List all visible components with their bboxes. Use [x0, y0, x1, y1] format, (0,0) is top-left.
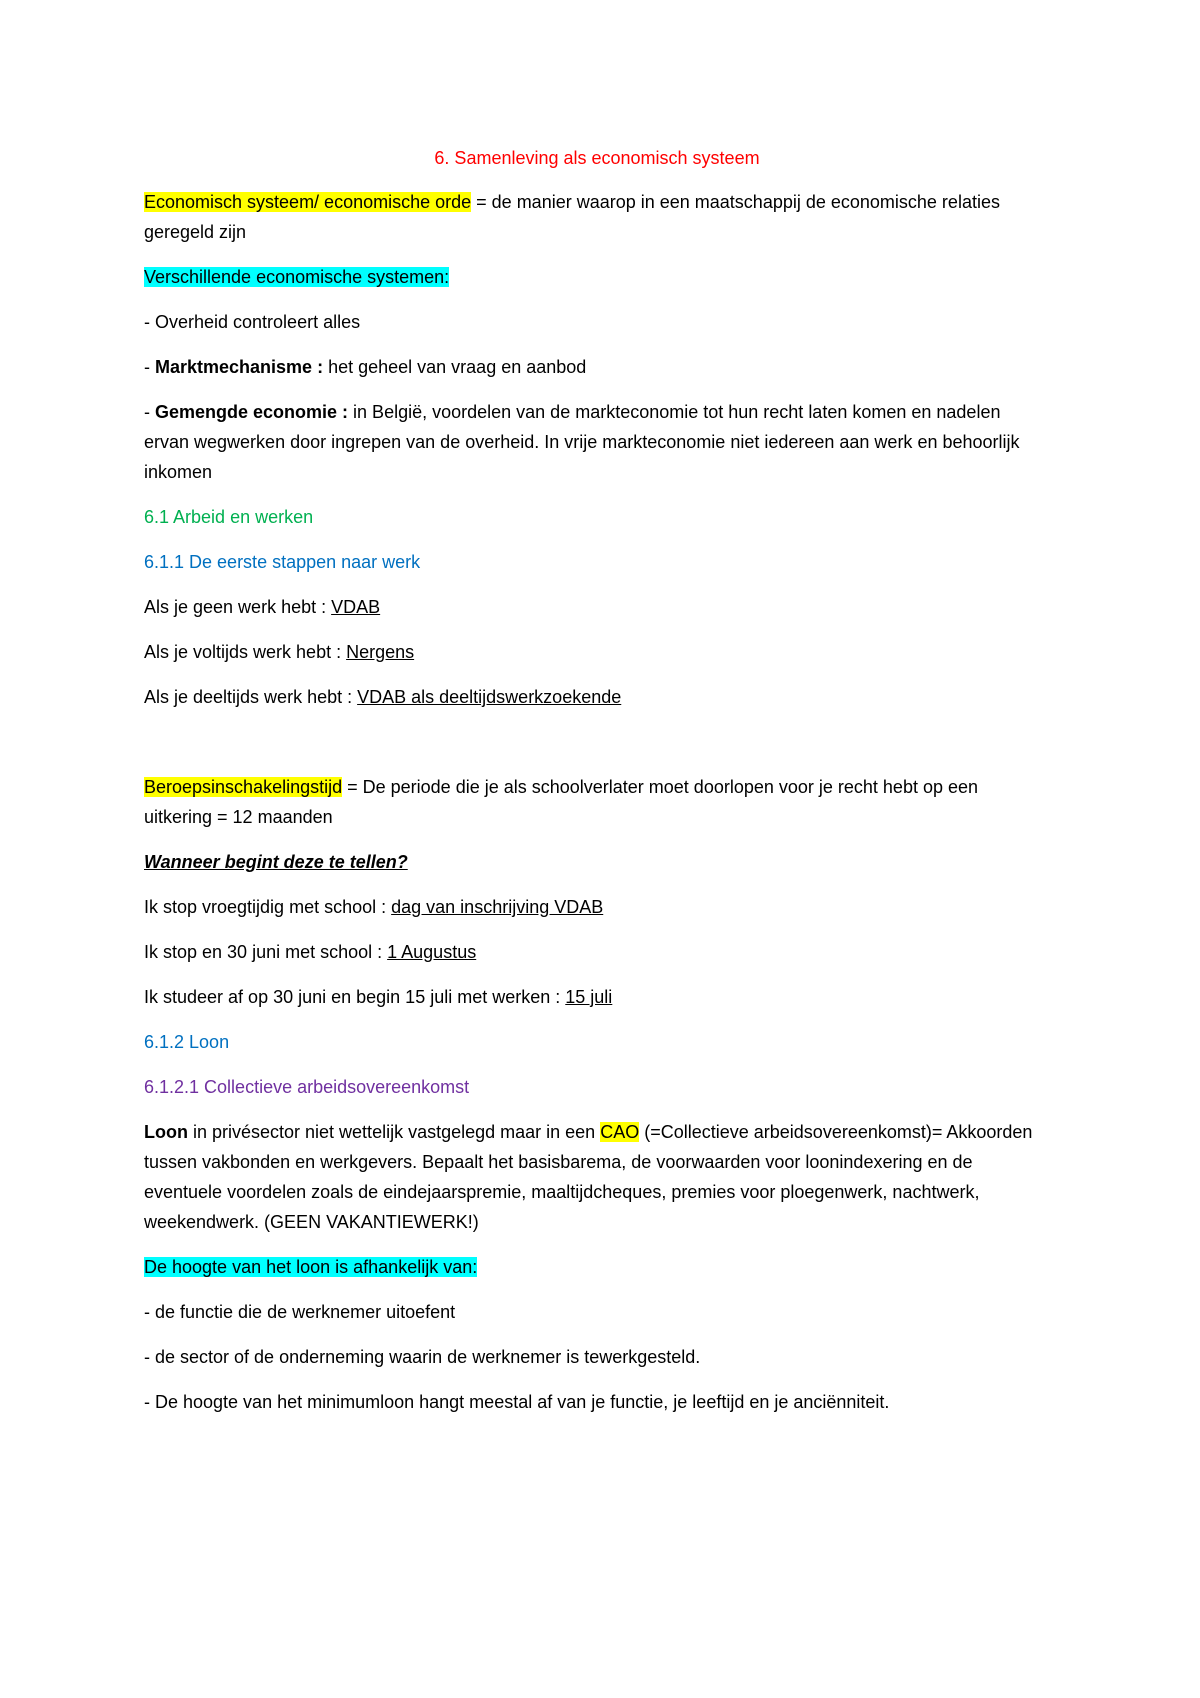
systems-heading	[144, 262, 1050, 292]
bold-term: Gemengde economie :	[155, 402, 349, 422]
when-line	[144, 982, 1050, 1012]
definition-beroepsinschakelingstijd	[144, 772, 1050, 832]
section-heading-6-1-1: 6.1.1 De eerste stappen naar werk	[144, 552, 421, 572]
list-item: - de functie die de werknemer uitoefent	[144, 1302, 456, 1322]
paragraph-text: (=Collectieve arbeidsovereenkomst)= Akkoorden tussen vakbonden en werkgevers. Bepaalt het basisbarema, de voorwaarden voor loonindexering en de eventuele voordelen zoals de eindejaarspremie, maaltijdcheques, premies voor ploegenwerk, nachtwerk, weekendwerk. (GEEN VAKANTIEWERK!)	[144, 1122, 1033, 1232]
highlighted-term: Economisch systeem/ economische orde	[144, 192, 472, 212]
when-line	[144, 892, 1050, 922]
when-line	[144, 937, 1050, 967]
highlighted-term: CAO	[600, 1122, 640, 1142]
work-label: Als je deeltijds werk hebt :	[144, 687, 358, 707]
work-line	[144, 592, 1050, 622]
spacer	[144, 727, 1050, 772]
list-prefix: -	[144, 357, 155, 377]
list-text: het geheel van vraag en aanbod	[323, 357, 587, 377]
list-item: - de sector of de onderneming waarin de werknemer is tewerkgesteld.	[144, 1347, 701, 1367]
definition-text: = De periode die je als schoolverlater moet doorlopen voor je recht hebt op een uitkering = 12 maanden	[144, 777, 979, 827]
section-heading-6-1-2-1: 6.1.2.1 Collectieve arbeidsovereenkomst	[144, 1077, 470, 1097]
definition-economic-system	[144, 187, 1050, 247]
definition-text: = de manier waarop in een maatschappij de economische relaties geregeld zijn	[144, 192, 1000, 242]
list-item: - De hoogte van het minimumloon hangt meestal af van je functie, je leeftijd en je anciënniteit.	[144, 1392, 890, 1412]
bold-italic-heading: Wanneer begint deze te tellen?	[144, 852, 408, 872]
when-value: dag van inschrijving VDAB	[391, 897, 604, 917]
work-line	[144, 637, 1050, 667]
list-item: - Overheid controleert alles	[144, 312, 361, 332]
when-label: Ik studeer af op 30 juni en begin 15 juli met werken :	[144, 987, 566, 1007]
highlighted-heading: De hoogte van het loon is afhankelijk van:	[144, 1257, 478, 1277]
list-prefix: -	[144, 402, 155, 422]
work-value: Nergens	[346, 642, 415, 662]
work-label: Als je geen werk hebt :	[144, 597, 332, 617]
page-title: 6. Samenleving als economisch systeem	[434, 148, 760, 168]
loon-paragraph	[144, 1117, 1050, 1237]
list-text: in België, voordelen van de markteconomie tot hun recht laten komen en nadelen ervan wegwerken door ingrepen van de overheid. In vrije markteconomie niet iedereen aan werk en behoorlijk inkomen	[144, 402, 1020, 482]
height-heading	[144, 1252, 1050, 1282]
list-item	[144, 352, 1050, 382]
when-label: Ik stop vroegtijdig met school :	[144, 897, 392, 917]
when-value: 1 Augustus	[387, 942, 477, 962]
section-heading-6-1: 6.1 Arbeid en werken	[144, 507, 314, 527]
when-heading	[144, 847, 1050, 877]
when-value: 15 juli	[565, 987, 613, 1007]
when-label: Ik stop en 30 juni met school :	[144, 942, 388, 962]
bold-term: Loon	[144, 1122, 188, 1142]
work-line	[144, 682, 1050, 712]
highlighted-heading: Verschillende economische systemen:	[144, 267, 450, 287]
work-value: VDAB	[331, 597, 381, 617]
section-heading-6-1-2: 6.1.2 Loon	[144, 1032, 230, 1052]
work-label: Als je voltijds werk hebt :	[144, 642, 347, 662]
highlighted-term: Beroepsinschakelingstijd	[144, 777, 343, 797]
list-item	[144, 397, 1050, 487]
paragraph-text: in privésector niet wettelijk vastgelegd maar in een	[187, 1122, 601, 1142]
work-value: VDAB als deeltijdswerkzoekende	[357, 687, 622, 707]
bold-term: Marktmechanisme :	[155, 357, 324, 377]
